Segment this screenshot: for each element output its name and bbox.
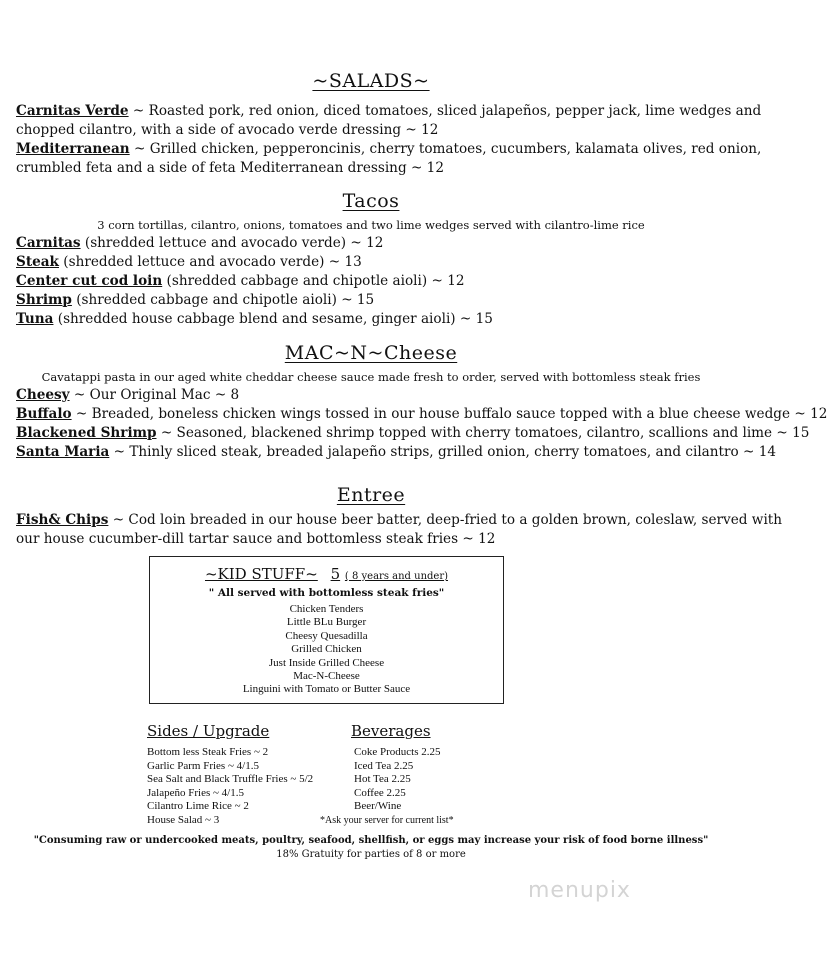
mac-line: Blackened Shrimp ~ Seasoned, blackened shrimp topped with cherry tomatoes, cilantro, scallions and lime ~ 15 bbox=[16, 425, 810, 441]
list-item: Bottom less Steak Fries ~ 2 bbox=[147, 746, 269, 758]
list-item: Sea Salt and Black Truffle Fries ~ 5/2 bbox=[147, 773, 314, 786]
list-item: Grilled Chicken bbox=[291, 643, 362, 656]
list-item: Cheesy Quesadilla bbox=[285, 629, 368, 642]
taco-line: Tuna (shredded house cabbage blend and sesame, ginger aioli) ~ 15 bbox=[16, 311, 493, 327]
salad-line: Mediterranean ~ Grilled chicken, pepperoncinis, cherry tomatoes, cucumbers, kalamata olives, red onion, bbox=[16, 141, 762, 157]
kids-heading: ~KID STUFF~ 5 ( 8 years and under) bbox=[204, 565, 449, 583]
list-item: Coffee 2.25 bbox=[354, 786, 406, 799]
list-item: *Ask your server for current list* bbox=[320, 814, 454, 826]
beverages-list bbox=[320, 746, 454, 828]
salad-line: Carnitas Verde ~ Roasted pork, red onion, diced tomatoes, sliced jalapeños, pepper jack, lime wedges and bbox=[16, 103, 762, 119]
list-item: Iced Tea 2.25 bbox=[354, 759, 414, 772]
tacos-note: 3 corn tortillas, cilantro, onions, tomatoes and two lime wedges served with cilantro-lime rice bbox=[97, 218, 645, 232]
taco-line: Shrimp (shredded cabbage and chipotle aioli) ~ 15 bbox=[16, 292, 375, 308]
list-item: Just Inside Grilled Cheese bbox=[268, 656, 385, 669]
taco-line: Carnitas (shredded lettuce and avocado verde) ~ 12 bbox=[16, 235, 384, 251]
mac-line: Cheesy ~ Our Original Mac ~ 8 bbox=[16, 387, 240, 403]
list-item: Chicken Tenders bbox=[289, 603, 364, 615]
sides-heading: Sides / Upgrade bbox=[147, 722, 270, 740]
entree-line: Fish& Chips ~ Cod loin breaded in our house beer batter, deep-fried to a golden brown, coleslaw, served with bbox=[16, 512, 783, 528]
list-item: House Salad ~ 3 bbox=[147, 813, 220, 826]
kids-subtitle: " All served with bottomless steak fries" bbox=[208, 587, 445, 599]
food-safety-warning: "Consuming raw or undercooked meats, poultry, seafood, shellfish, or eggs may increase your risk of food borne illness" bbox=[33, 835, 709, 846]
kids-menu-box bbox=[149, 556, 504, 704]
salad-line: chopped cilantro, with a side of avocado verde dressing ~ 12 bbox=[16, 122, 439, 138]
tacos-heading: Tacos bbox=[342, 190, 400, 212]
list-item: Coke Products 2.25 bbox=[354, 746, 441, 758]
kids-age: ( 8 years and under) bbox=[344, 571, 449, 582]
taco-line: Steak (shredded lettuce and avocado verde) ~ 13 bbox=[16, 254, 362, 270]
entree-line: our house cucumber-dill tartar sauce and bottomless steak fries ~ 12 bbox=[16, 531, 496, 547]
mac-line: Santa Maria ~ Thinly sliced steak, breaded jalapeño strips, grilled onion, cherry tomatoes, and cilantro ~ 14 bbox=[16, 444, 777, 460]
kids-items bbox=[150, 603, 503, 697]
taco-line: Center cut cod loin (shredded cabbage and chipotle aioli) ~ 12 bbox=[16, 273, 465, 289]
list-item: Mac-N-Cheese bbox=[293, 670, 360, 683]
mac-line: Buffalo ~ Breaded, boneless chicken wings tossed in our house buffalo sauce topped with a blue cheese wedge ~ 12 bbox=[16, 406, 827, 422]
sides-list bbox=[147, 746, 313, 828]
gratuity-note: 18% Gratuity for parties of 8 or more bbox=[276, 849, 466, 860]
kids-price: 5 bbox=[330, 565, 341, 583]
watermark-logo: menupix bbox=[528, 878, 631, 903]
entree-heading: Entree bbox=[336, 484, 406, 506]
salad-line: crumbled feta and a side of feta Mediterranean dressing ~ 12 bbox=[16, 160, 444, 176]
list-item: Linguini with Tomato or Butter Sauce bbox=[242, 683, 411, 696]
list-item: Cilantro Lime Rice ~ 2 bbox=[147, 800, 249, 813]
list-item: Hot Tea 2.25 bbox=[354, 773, 411, 786]
salads-heading: ~SALADS~ bbox=[312, 70, 430, 92]
mac-heading: MAC~N~Cheese bbox=[284, 342, 458, 364]
list-item: Beer/Wine bbox=[354, 800, 402, 813]
list-item: Little BLu Burger bbox=[286, 616, 367, 629]
mac-note: Cavatappi pasta in our aged white cheddar cheese sauce made fresh to order, served with bottomless steak fries bbox=[41, 370, 701, 384]
list-item: Jalapeño Fries ~ 4/1.5 bbox=[147, 786, 244, 799]
beverages-heading: Beverages bbox=[351, 722, 431, 740]
list-item: Garlic Parm Fries ~ 4/1.5 bbox=[147, 759, 259, 772]
